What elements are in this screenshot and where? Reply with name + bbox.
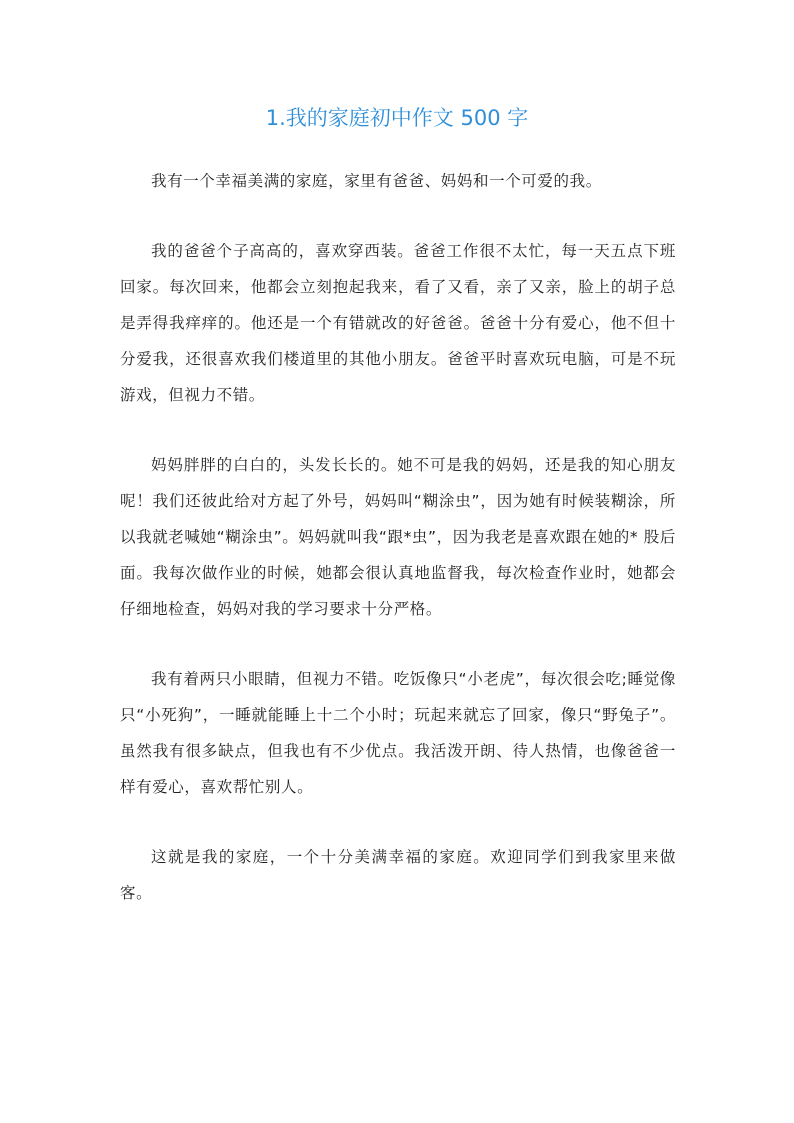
paragraph-3: 妈妈胖胖的白白的，头发长长的。她不可是我的妈妈，还是我的知心朋友呢！我们还彼此给对方起了外号，妈妈叫“糊涂虫”，因为她有时候装糊涂，所以我就老喊她“糊涂虫”。妈妈就叫我“跟*虫”，因为我老是喜欢跟在她的* 股后面。我每次做作业的时候，她都会很认真地监督我，每次检查作业时，她都会仔细地检查，妈妈对我的学习要求十分严格。 (120, 456, 676, 618)
paragraph-1: 我有一个幸福美满的家庭，家里有爸爸、妈妈和一个可爱的我。 (151, 172, 602, 190)
paragraph-5: 这就是我的家庭，一个十分美满幸福的家庭。欢迎同学们到我家里来做客。 (120, 848, 676, 902)
document-title: 1.我的家庭初中作文 500 字 (265, 106, 529, 130)
article-body (120, 163, 676, 945)
paragraph-2: 我的爸爸个子高高的，喜欢穿西装。爸爸工作很不太忙，每一天五点下班回家。每次回来，他都会立刻抱起我来，看了又看，亲了又亲，脸上的胡子总是弄得我痒痒的。他还是一个有错就改的好爸爸。爸爸十分有爱心，他不但十分爱我，还很喜欢我们楼道里的其他小朋友。爸爸平时喜欢玩电脑，可是不玩游戏，但视力不错。 (120, 242, 676, 404)
paragraph-4: 我有着两只小眼睛，但视力不错。吃饭像只“小老虎”，每次很会吃;睡觉像只“小死狗”，一睡就能睡上十二个小时；玩起来就忘了回家，像只“野兔子”。虽然我有很多缺点，但我也有不少优点。我活泼开朗、待人热情，也像爸爸一样有爱心，喜欢帮忙别人。 (120, 670, 676, 796)
